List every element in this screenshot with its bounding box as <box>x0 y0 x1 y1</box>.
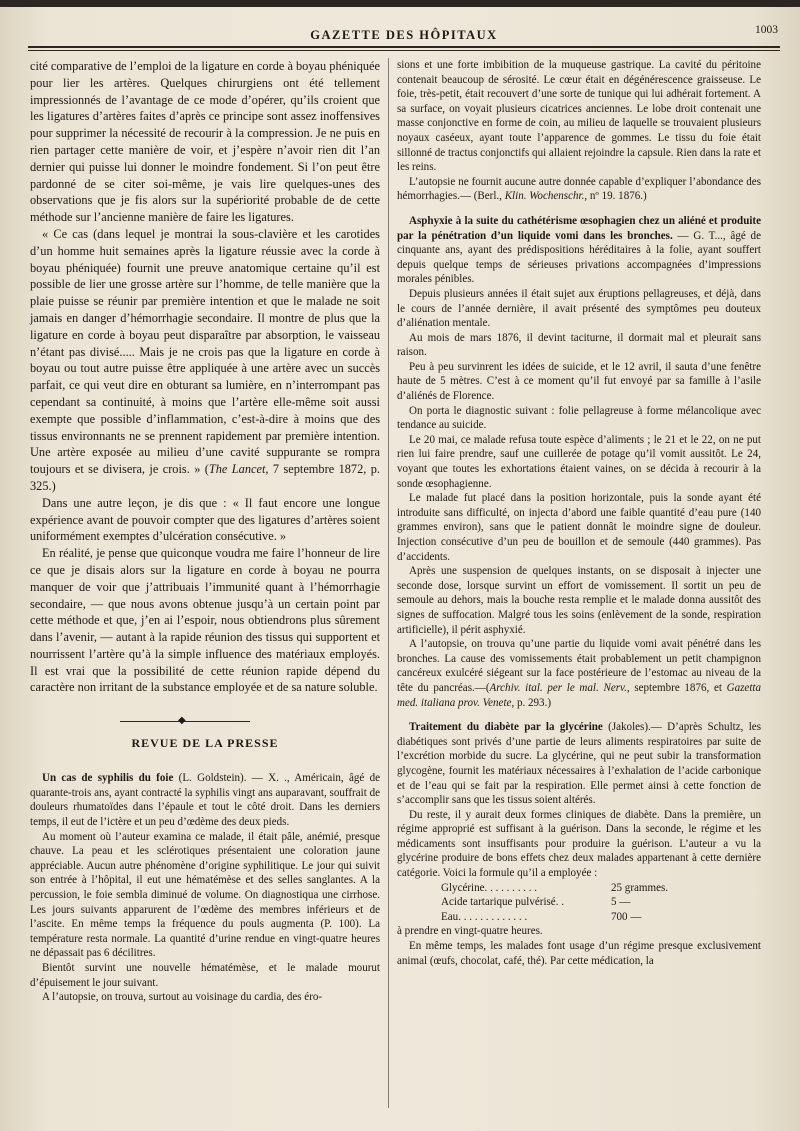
gazetta-citation: Gazetta med. italiana prov. Venete <box>397 681 761 709</box>
formula-row <box>441 895 761 910</box>
paragraph-autopsy-continued: sions et une forte imbibition de la muqueuse gastrique. La cavité du péritoine contenait beaucoup de sérosité. Le cœur était en dégénérescence graisseuse. Le foie, très-petit, était recouvert d’une sorte de tunique qui lui adhérait fortement. A sa surface, on voyait plusieurs cicatrices anciennes. Le lobe droit contenait une masse conjonctive en forme de coin, au milieu de laquelle se trouvaient plusieurs noyaux caséeux, ayant toute l’apparence de gommes. Le tissu du foie était sillonné de tractus conjonctifs qui allaient rejoindre la capsule. Rien dans la rate et les reins. <box>397 59 761 174</box>
paragraph-ligature-intro: cité comparative de l’emploi de la ligature en corde à boyau phéniquée pour lier les artères. Quelques chirurgiens ont été tellement impressionnés de l’avantage de ce mode d’opérer, qu’ils croient que les ligatures d’artères faites d’après ce principe sont assez inoffensives pour supprimer la nécessité de recourir à la compression. Je ne puis en rien partager cette manière de voir, et j’espère n’avoir rien dit l’an dernier qui puisse lui donner le moindre fondement. Si l’on peut être pardonné de se citer soi-même, je vais lire quelques-unes des observations que je fis alors sur la supériorité probable de de cette méthode sur l’ancienne manière de faire les ligatures. <box>30 59 380 225</box>
article-syphilis-intro: (L. Goldstein). — X. ., Américain, âgé de quarante-trois ans, ayant contracté la syphilis vingt ans auparavant, souffrait de douleurs rhumatoïdes dans l’épaule et tout le côté droit. Dans les derniers temps, il eut de l’ictère et un peu d’œdème des deux pieds. <box>30 772 380 829</box>
paragraph-death: Bientôt survint une nouvelle hématémèse, et le malade mourut d’épuisement le jour suivant. <box>30 962 380 989</box>
section-divider <box>30 714 380 730</box>
lancet-quote-text: « Ce cas (dans lequel je montrai la sous-clavière et les carotides d’un homme huit semaines après la ligature réussie avec la corde à boyau phéniquée) fournit une preuve anatomique certaine qu’il est possible de lier une grosse artère sur l’homme, de telle manière que la plaie puisse se réunir par première intention et que le malade ne soit jamais en danger d’hémorrhagie secondaire. Il montre de plus que la ligature en corde à boyau peut disparaître par absorption, le vaisseau n’étant pas divisé..... Mais je ne crois pas que la ligature en corde à boyau ou tout autre puisse être appliquée à une artère avec un succès parfait, ce qui veut dire en obturant sa lumière, en n’interrompant pas cependant sa continuité, à moins que l’artère elle-même soit aussi exempte que possible d’inflammation, c’est-à-dire à moins que des tissus environnants ne se prennent rapidement par première intention. Une artère exposée au milieu d’une cavité suppurante se rompra toujours et se divisera, je crois. » ( <box>30 226 380 477</box>
formula-quantity: 700 — <box>611 910 642 923</box>
paragraph-asphyxie-autopsy <box>397 637 761 710</box>
paragraph-march-1876: Au mois de mars 1876, il devint taciturne, il dormait mal et pleurait sans raison. <box>397 331 761 359</box>
paragraph-second-lesson: Dans une autre leçon, je dis que : « Il faut encore une longue expérience avant de pouvoir compter que des ligatures d’artères soient uniformément exemptes d’ulcération consécutive. » <box>30 495 380 544</box>
article-heading-syphilis: Un cas de syphilis du foie <box>42 772 174 785</box>
paragraph-pellagra: Depuis plusieurs années il était sujet aux éruptions pellagreuses, et déjà, dans le cours de l’année dernière, il avait présenté des symptômes peu douteux d’aliénation mentale. <box>397 287 761 330</box>
article-heading-diabete: Traitement du diabète par la glycérine <box>409 721 603 734</box>
paragraph-refused-food: Le 20 mai, ce malade refusa toute espèce d’aliments ; le 21 et le 22, on ne put rien lui faire prendre, sauf une cuillerée de potage qu’il vomit aussitôt. Le 24, voyant que toutes les exhortations étaient vaines, on se décida à recourir à la sonde œsophagienne. <box>397 433 761 490</box>
archiv-citation-date: , septembre 1876, et <box>626 681 727 694</box>
wochenschr-citation: Klin. Wochenschr. <box>504 190 585 203</box>
paragraph-clinical-forms: Du reste, il y aurait deux formes cliniques de diabète. Dans la première, un régime approprié est suffisant à la guérison. Dans la seconde, le régime et les médicaments sont insuffisants pour produire la guérison. L’auteur a vu la glycérine produire de bons effets chez deux malades appartenant à cette dernière catégorie. Voici la formule qu’il a employée : <box>397 808 761 880</box>
paragraph-autopsy-start: A l’autopsie, on trouva, surtout au voisinage du cardia, des éro- <box>42 991 323 1004</box>
lancet-citation: The Lancet <box>208 462 266 477</box>
article-syphilis-foie <box>30 771 380 829</box>
article-diabete-intro: (Jakoles).— D’après Schultz, les diabétiques sont privés d’une partie de leurs aliments respiratoires par suite de l’excrétion morbide du sucre. La glycérine, qui ne peut subir la transformation glycogène, fournit les matériaux nécessaires à l’exhalation de l’acide carbonique et de l’eau qui se fait par la respiration. Elle permet ainsi à cette fonction de s’accomplir sans que les tissus soient altérés. <box>397 721 761 807</box>
article-asphyxie-intro: — G. T..., âgé de cinquante ans, ayant des prédispositions héréditaires à la folie, ayant souffert depuis quelque temps de sérieuses privations accompagnées d’impressions morales pénibles. <box>397 229 761 286</box>
page-number: 1003 <box>755 24 778 36</box>
article-heading-asphyxie: Asphyxie à la suite du cathétérisme œsophagien chez un aliéné et produite par la pénétration d’un liquide vomi dans les bronches. <box>397 214 761 242</box>
formula-quantity: 25 grammes. <box>611 881 669 894</box>
paragraph-diet: En même temps, les malades font usage d’un régime presque exclusivement animal (œufs, chocolat, café, thé). Par cette médication, la <box>397 940 761 967</box>
formula-table <box>441 881 761 925</box>
paragraph-suicide: Peu à peu survinrent les idées de suicide, et le 12 avril, il sauta d’une fenêtre haute de 5 mètres. C’est à ce moment qu’il fut envoyé par sa famille à l’asile d’aliénés de Florence. <box>397 360 761 403</box>
header-rule-thick <box>28 46 780 48</box>
formula-ingredient: Eau. . . . . . . . . . . . . <box>441 910 528 923</box>
section-title-revue-presse: REVUE DE LA PRESSE <box>131 736 279 751</box>
formula-row <box>441 910 761 925</box>
paragraph-examination: Au moment où l’auteur examina ce malade, il était pâle, anémié, presque chauve. La peau et les sclérotiques présentaient une coloration jaune appréciable. Aucun autre phénomène d’origine syphilitique. Le jour qui suivit son entrée à l’hôpital, il eut une hématémèse et des selles sanglantes. A la percussion, le foie sembla diminué de volume. On diagnostiqua une cirrhose. Les jours suivants apparurent de l’œdème des membres inférieurs et de l’ascite. En même temps la fréquence du pouls augmenta (P. 100). La température resta normale. La quantité d’urine rendue en vingt-quatre heures ne dépassait pas 6 décilitres. <box>30 830 380 960</box>
spacer <box>397 710 761 720</box>
gazetta-citation-page: , p. 293.) <box>511 696 552 709</box>
header-rule-thin <box>28 50 780 51</box>
left-column <box>30 58 380 1005</box>
autopsy-conclusion-text: L’autopsie ne fournit aucune autre donnée capable d’expliquer l’abondance des hémorrhagies.— (Berl., <box>397 175 761 203</box>
right-column <box>397 58 761 968</box>
top-edge-bar <box>0 0 800 7</box>
column-divider <box>388 58 389 1108</box>
paragraph-lancet-quote <box>30 226 380 495</box>
paragraph-probe: Le malade fut placé dans la position horizontale, puis la sonde ayant été introduite sans difficulté, on injecta d’abord une faible quantité d’eau pure (140 grammes environ), sans que le patient donnât le moindre signe de douleur. Injection consécutive d’un peu de bouillon et de semoule (440 grammes). Pas d’accidents. <box>397 492 761 563</box>
wochenschr-citation-number: , nº 19. 1876.) <box>584 190 647 203</box>
paragraph-reality: En réalité, je pense que quiconque voudra me faire l’honneur de lire ce que je disais alors sur la ligature en corde à boyau ne pourra manquer de voir que j’attribuais l’immunité quant à l’hémorrhagie secondaire, — que nous avons obtenue jusqu’à un certain point par cette méthode et que, j’en ai l’espoir, nous obtiendrons plus sûrement dans l’avenir, — autant à la rapide réunion des tissus qui supportent et nourrissent l’artère qu’à la simple influence des matériaux employés. Il est vrai que la possibilité de cette réunion rapide dépend du caractère non irritant de la substance employée et de sa nature soluble. <box>30 546 380 695</box>
archiv-citation: Archiv. ital. per le mal. Nerv. <box>489 681 627 694</box>
paragraph-diagnosis: On porta le diagnostic suivant : folie pellagreuse à forme mélancolique avec tendance au suicide. <box>397 404 761 432</box>
divider-ornament: ◆ <box>178 715 186 727</box>
lancet-citation-date: , 7 septembre 1872, p. 325.) <box>30 462 380 493</box>
paragraph-suffocation: Après une suspension de quelques instants, on se disposait à injecter une seconde dose, lorsque survint un effort de vomissement. Il sortit un peu de semoule au dehors, mais la bouche resta remplie et le malade donna aussitôt des signes de suffocation. Malgré tous les soins (enlèvement de la sonde, respiration artificielle), il périt asphyxié. <box>397 565 761 636</box>
formula-row <box>441 881 761 896</box>
article-asphyxie <box>397 214 761 287</box>
paragraph-autopsy-conclusion <box>397 175 761 204</box>
formula-ingredient: Glycérine. . . . . . . . . . <box>441 881 538 894</box>
article-diabete <box>397 720 761 808</box>
formula-quantity: 5 — <box>611 896 631 909</box>
spacer <box>397 204 761 214</box>
formula-ingredient: Acide tartarique pulvérisé. . <box>441 896 564 909</box>
asphyxie-autopsy-text: A l’autopsie, on trouva qu’une partie du liquide vomi avait pénétré dans les bronches. La cause des vomissements était probablement un petit champignon cancéreux exulcéré siégeant sur la face postérieure de l’estomac au niveau de la tête du pancréas.—( <box>397 638 761 694</box>
journal-title: GAZETTE DES HÔPITAUX <box>310 28 498 42</box>
paragraph-dosage: à prendre en vingt-quatre heures. <box>397 925 543 938</box>
